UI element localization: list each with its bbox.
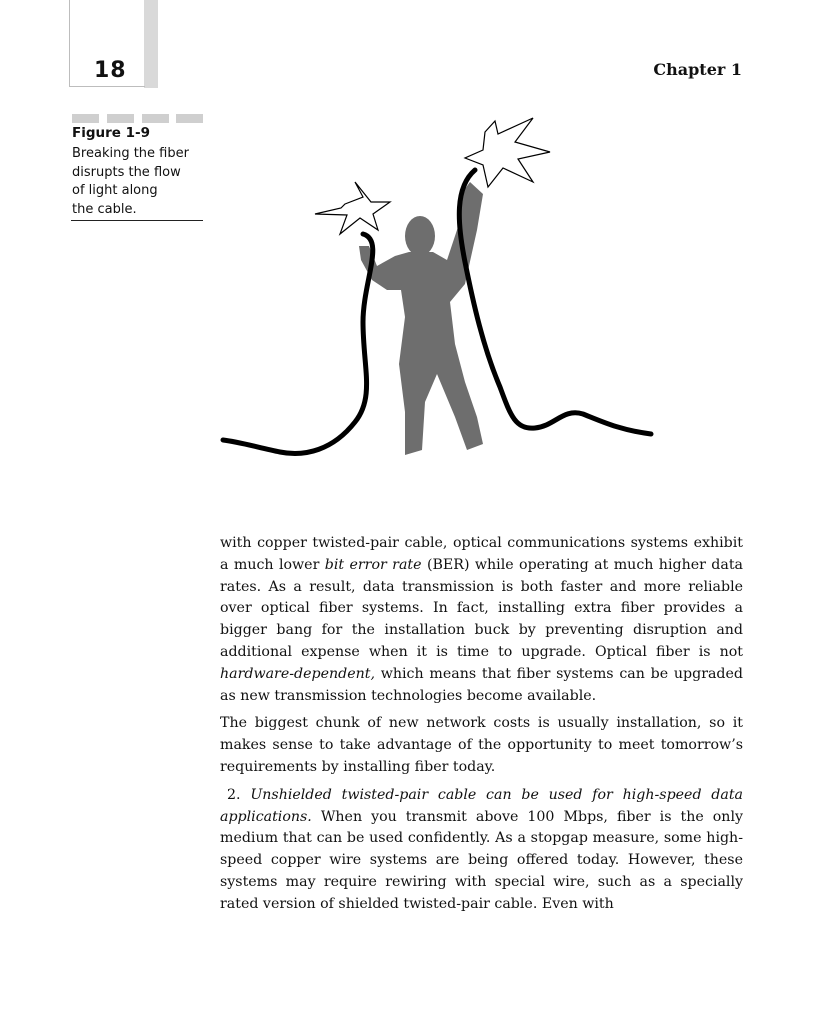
caption-line: of light along: [72, 183, 158, 198]
chapter-title: Chapter 1: [653, 60, 742, 79]
body-paragraph: The biggest chunk of new network costs is usually installation, so it makes sense to take advantage of the opportunity to meet tomorrow’s requirements by installing fiber today.: [220, 715, 743, 775]
figure-title: Figure 1-9: [72, 125, 151, 141]
body-text: [220, 533, 743, 922]
body-paragraph: with copper twisted-pair cable, optical communications systems exhibit a much lower bit error rate (BER) while operating at much higher data rates. As a result, data transmission is both faster and more reliable over optical fiber systems. In fact, installing extra fiber provides a bigger bang for the installation buck by preventing disruption and additional expense when it is time to upgrade. Optical fiber is not hardware-dependent, which means that fiber systems can be upgraded as new transmission technologies become available.: [220, 535, 743, 704]
cable-left: [223, 234, 373, 453]
caption-line: Breaking the fiber: [72, 146, 189, 161]
caption-line: the cable.: [72, 201, 137, 217]
spark-right-icon: [465, 118, 550, 187]
figure-caption: [72, 145, 207, 219]
caption-line: disrupts the flow: [72, 164, 181, 180]
page-number: 18: [94, 58, 127, 83]
caption-dashes: [72, 114, 203, 123]
list-item: 2. Unshielded twisted-pair cable can be used for high-speed data applications. When you transmit above 100 Mbps, fiber is the only medium that can be used confidently. As a stopgap measure, some high-speed copper wire systems are being offered today. However, these systems may require rewiring with special wire, such as a specially rated version of shielded twisted-pair cable. Even with: [220, 786, 743, 912]
page-tab-bar: [144, 0, 158, 88]
person-breaking-fiber-cable-icon: [215, 112, 660, 467]
spark-left-icon: [315, 182, 390, 234]
caption-rule: [71, 220, 203, 221]
cable-right: [459, 170, 651, 434]
person-silhouette: [359, 182, 483, 455]
